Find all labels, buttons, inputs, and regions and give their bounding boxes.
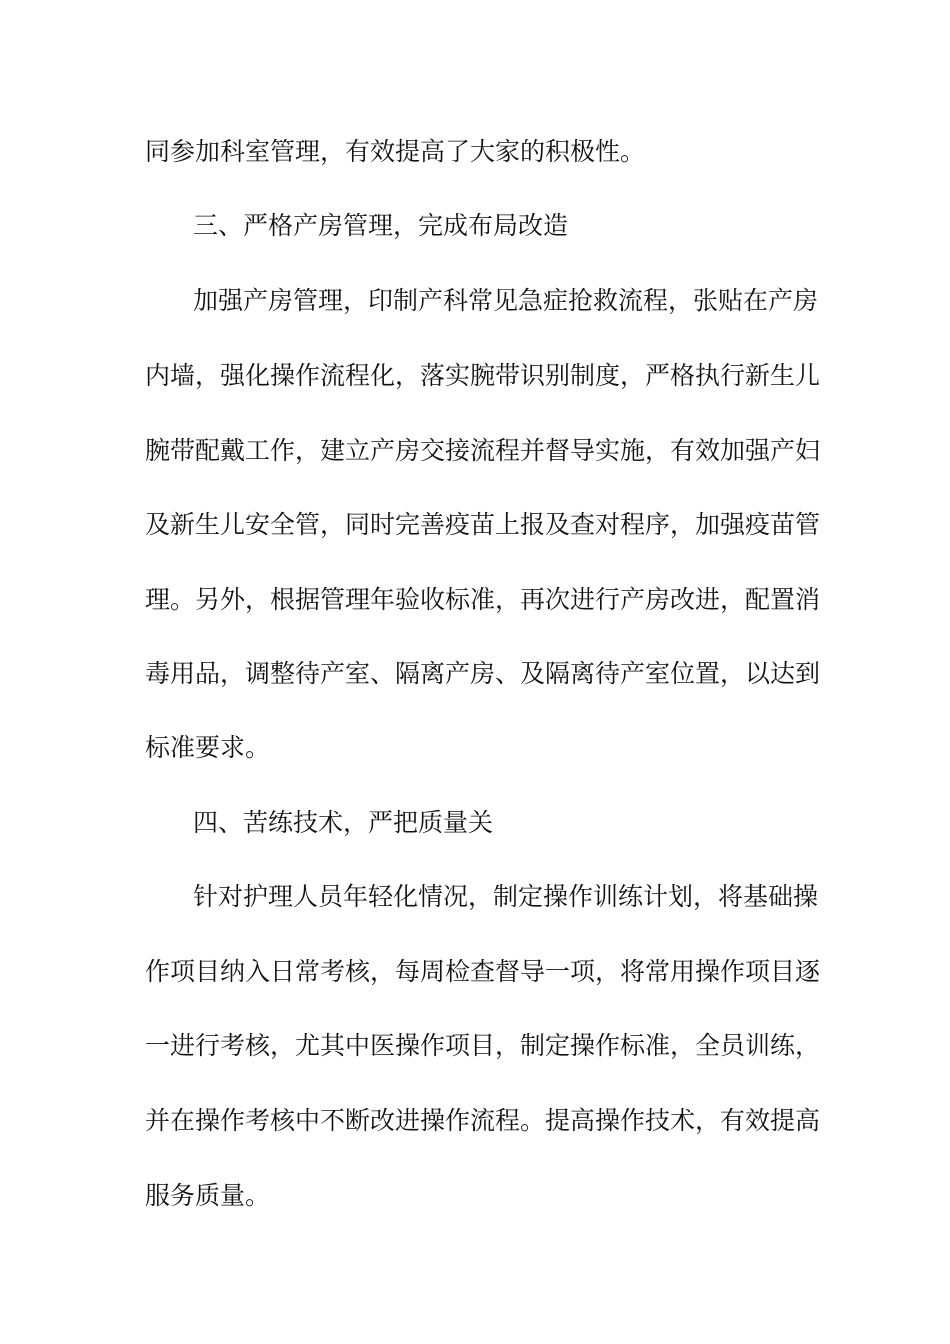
paragraph-line: 并在操作考核中不断改进操作流程。提高操作技术，有效提高 [145,1106,821,1135]
section-heading-4: 四、苦练技术，严把质量关 [193,808,494,837]
paragraph-line: 标准要求。 [145,733,271,762]
paragraph-line: 加强产房管理，印制产科常见急症抢救流程，张贴在产房 [193,286,819,315]
paragraph-line: 理。另外，根据管理年验收标准，再次进行产房改进，配置消 [145,585,821,614]
section-heading-3: 三、严格产房管理，完成布局改造 [193,211,569,240]
paragraph-line: 服务质量。 [145,1181,271,1210]
paragraph-line: 内墙，强化操作流程化，落实腕带识别制度，严格执行新生儿 [145,361,821,390]
paragraph-line: 毒用品，调整待产室、隔离产房、及隔离待产室位置，以达到 [145,659,821,688]
paragraph-line: 作项目纳入日常考核，每周检查督导一项，将常用操作项目逐 [145,957,821,986]
paragraph-line: 一进行考核，尤其中医操作项目，制定操作标准，全员训练， [145,1031,821,1060]
paragraph-line: 腕带配戴工作，建立产房交接流程并督导实施，有效加强产妇 [145,436,821,465]
paragraph-line: 同参加科室管理，有效提高了大家的积极性。 [145,137,646,166]
paragraph-line: 针对护理人员年轻化情况，制定操作训练计划，将基础操 [193,882,819,911]
paragraph-line: 及新生儿安全管，同时完善疫苗上报及查对程序，加强疫苗管 [145,510,821,539]
